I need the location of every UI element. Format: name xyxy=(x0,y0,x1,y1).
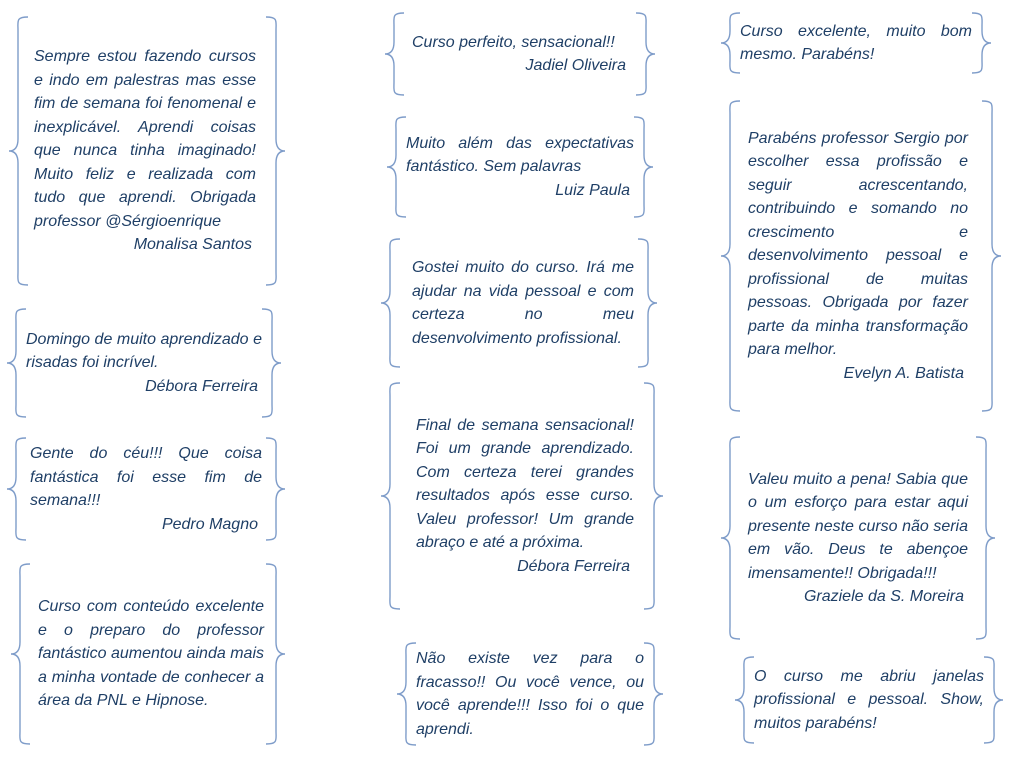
testimonial-card xyxy=(720,100,1002,412)
right-brace xyxy=(976,436,996,640)
testimonial-text: Gostei muito do curso. Irá me ajudar na vida pessoal e com certeza no meu desenvolvimento profissional. xyxy=(412,259,634,347)
left-brace xyxy=(10,563,30,745)
left-brace xyxy=(386,116,406,218)
testimonial-author: Monalisa Santos xyxy=(133,236,252,254)
testimonial-card xyxy=(10,563,286,745)
testimonial-card xyxy=(8,16,286,286)
right-brace xyxy=(972,12,992,74)
testimonial-card xyxy=(734,656,1004,744)
right-brace xyxy=(644,642,664,746)
testimonial-card xyxy=(6,308,282,418)
testimonial-text: Curso perfeito, sensacional!! xyxy=(412,33,615,51)
left-brace xyxy=(6,437,26,541)
testimonial-card xyxy=(380,382,664,610)
left-brace xyxy=(8,16,28,286)
right-brace xyxy=(634,116,654,218)
testimonial-text: Domingo de muito aprendizado e risadas foi incrível. xyxy=(26,330,262,372)
right-brace xyxy=(638,238,658,368)
right-brace xyxy=(266,16,286,286)
testimonial-author: Débora Ferreira xyxy=(145,377,258,395)
testimonial-text: Parabéns professor Sergio por escolher essa profissão e seguir acrescentando, contribuindo e somando no crescimento e desenvolvimento pessoal e profissional de muitas pessoas. Obrigada por fazer parte da minha transformação para melhor. xyxy=(748,129,968,359)
right-brace xyxy=(266,437,286,541)
testimonial-card xyxy=(386,116,654,218)
testimonial-text: O curso me abriu janelas profissional e pessoal. Show, muitos parabéns! xyxy=(754,667,984,732)
testimonial-author: Pedro Magno xyxy=(161,515,258,533)
testimonial-author: Graziele da S. Moreira xyxy=(803,588,964,605)
right-brace xyxy=(266,563,286,745)
left-brace xyxy=(384,12,404,96)
right-brace xyxy=(636,12,656,96)
left-brace xyxy=(380,238,400,368)
testimonial-author: Evelyn A. Batista xyxy=(843,364,964,382)
left-brace xyxy=(380,382,400,610)
testimonial-author: Jadiel Oliveira xyxy=(525,57,626,74)
testimonial-card xyxy=(380,238,658,368)
testimonial-card xyxy=(384,12,656,96)
testimonial-text: Sempre estou fazendo cursos e indo em palestras mas esse fim de semana foi fenomenal e inexplicável. Aprendi coisas que nunca tinha imaginado! Muito feliz e realizada com tudo que aprendi. Obrigada professor @Sérgioenrique xyxy=(34,48,256,230)
left-brace xyxy=(720,100,740,412)
testimonial-text: Não existe vez para o fracasso!! Ou você vence, ou você aprende!!! Isso foi o que aprendi. xyxy=(416,650,644,738)
right-brace xyxy=(984,656,1004,744)
testimonial-author: Débora Ferreira xyxy=(517,557,630,575)
right-brace xyxy=(644,382,664,610)
testimonial-card xyxy=(6,437,286,541)
testimonial-card xyxy=(720,436,996,640)
testimonial-text: Curso com conteúdo excelente e o preparo do professor fantástico aumentou ainda mais a minha vontade de conhecer a área da PNL e Hipnose. xyxy=(38,598,264,710)
testimonial-text: Valeu muito a pena! Sabia que o um esforço para estar aqui presente neste curso não seria em vão. Deus te abençoe imensamente!! Obrigada!!! xyxy=(748,470,968,582)
testimonial-text: Curso excelente, muito bom mesmo. Parabéns! xyxy=(740,22,972,63)
testimonial-card xyxy=(396,642,664,746)
testimonial-text: Gente do céu!!! Que coisa fantástica foi esse fim de semana!!! xyxy=(30,445,262,509)
testimonial-card xyxy=(720,12,992,74)
left-brace xyxy=(720,436,740,640)
left-brace xyxy=(396,642,416,746)
testimonial-text: Muito além das expectativas fantástico. Sem palavras xyxy=(406,134,634,176)
left-brace xyxy=(734,656,754,744)
testimonial-author: Luiz Paula xyxy=(555,181,630,199)
left-brace xyxy=(720,12,740,74)
testimonial-text: Final de semana sensacional! Foi um grande aprendizado. Com certeza terei grandes resultados após esse curso. Valeu professor! Um grande abraço e até a próxima. xyxy=(416,416,634,552)
right-brace xyxy=(982,100,1002,412)
left-brace xyxy=(6,308,26,418)
right-brace xyxy=(262,308,282,418)
